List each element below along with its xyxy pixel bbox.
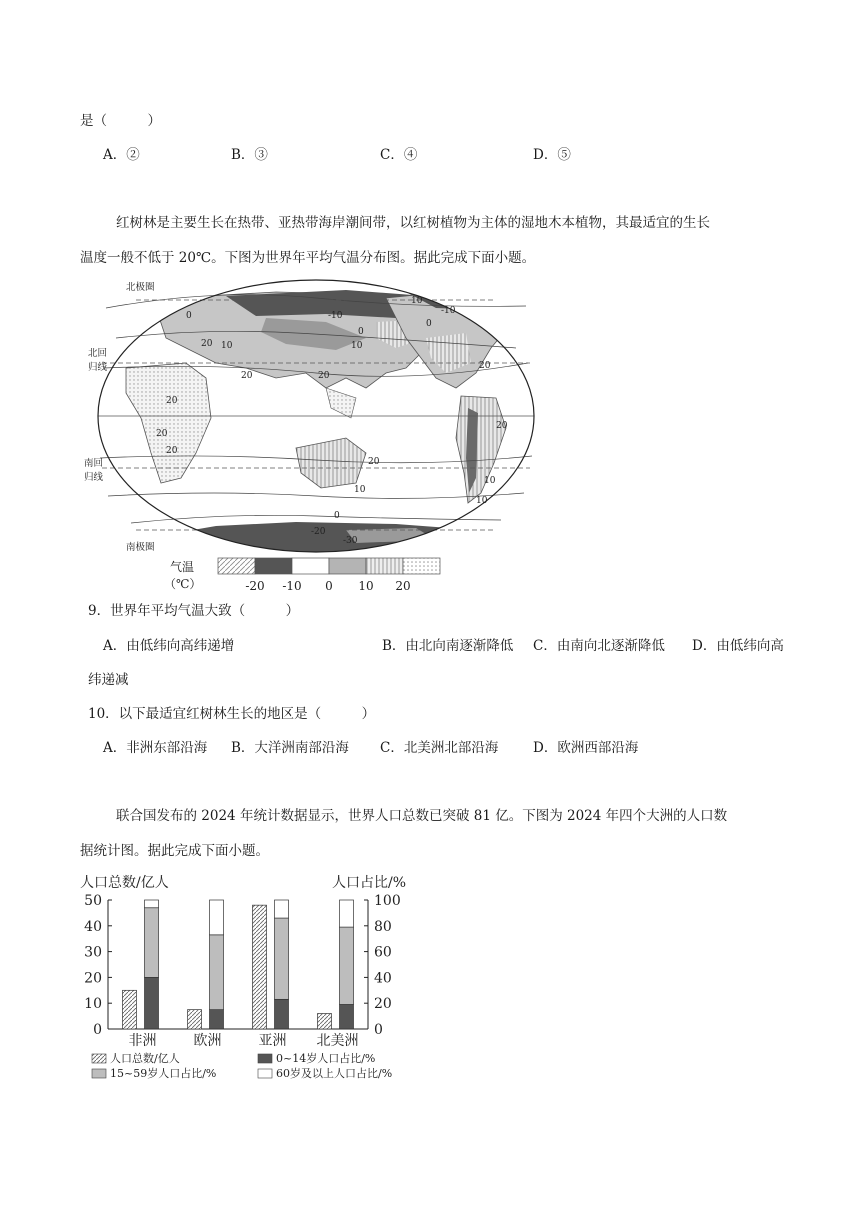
tropic-north-label-1: 北回 — [88, 348, 108, 359]
age-share-segment — [275, 918, 289, 999]
q9-stem: 9．世界年平均气温大致（ ） — [88, 603, 300, 619]
isotherm-label: 0 — [358, 327, 364, 337]
left-axis-title: 人口总数/亿人 — [80, 875, 169, 891]
legend-tick: 0 — [325, 579, 333, 593]
legend-swatch — [292, 558, 329, 574]
q8-stem-tail: 是（ ） — [80, 113, 161, 129]
population-intro-line2: 据统计图。据此完成下面小题。 — [80, 843, 269, 859]
right-tick-label: 60 — [374, 944, 392, 961]
isotherm-label: 20 — [156, 429, 168, 439]
q10-option-c[interactable]: C．北美洲北部沿海 — [380, 740, 499, 756]
isotherm-label: 20 — [318, 371, 330, 381]
population-total-bar — [253, 905, 267, 1029]
isotherm-label: 10 — [411, 296, 423, 306]
isotherm-label: 0 — [186, 311, 192, 321]
isotherm-label: 20 — [201, 339, 213, 349]
legend-swatch — [366, 558, 403, 574]
isotherm-label: 10 — [354, 485, 366, 495]
tropic-south-label-1: 南回 — [84, 458, 104, 469]
age-share-segment — [340, 1004, 354, 1029]
legend-tick: 20 — [395, 579, 411, 593]
q10-option-b[interactable]: B．大洋洲南部沿海 — [231, 740, 349, 756]
q8-option-c[interactable]: C．④ — [380, 147, 418, 163]
legend-tick: -20 — [245, 579, 265, 593]
q10-option-d[interactable]: D．欧洲西部沿海 — [533, 740, 639, 756]
q8-option-d[interactable]: D．⑤ — [533, 147, 571, 163]
isotherm-label: 20 — [166, 396, 178, 406]
world-temperature-map — [84, 278, 536, 553]
age-share-segment — [145, 908, 159, 978]
legend-age-15-59-swatch — [92, 1069, 106, 1078]
population-total-bar — [318, 1014, 332, 1029]
legend-title-line1: 气温 — [170, 560, 195, 574]
q9-option-a[interactable]: A．由低纬向高纬递增 — [103, 638, 235, 654]
category-label: 非洲 — [128, 1033, 157, 1049]
age-share-segment — [275, 900, 289, 918]
left-tick-label: 40 — [84, 918, 102, 935]
isotherm-label: 10 — [476, 496, 488, 506]
legend-swatch — [329, 558, 366, 574]
isotherm-label: 0 — [426, 319, 432, 329]
arctic-circle-label: 北极圈 — [126, 282, 155, 293]
q10-option-a[interactable]: A．非洲东部沿海 — [103, 740, 208, 756]
q8-option-a[interactable]: A．② — [103, 147, 140, 163]
isotherm-label: 20 — [368, 457, 380, 467]
age-share-segment — [210, 900, 224, 935]
isotherm-label: 0 — [334, 511, 340, 521]
isotherm-label: 20 — [479, 361, 491, 371]
legend-age-15-59-label: 15~59岁人口占比/% — [110, 1067, 217, 1080]
right-tick-label: 0 — [374, 1022, 383, 1038]
category-label: 欧洲 — [193, 1033, 222, 1049]
q9-option-d-cont: 纬递减 — [88, 672, 129, 688]
q9-option-c[interactable]: C．由南向北逐渐降低 — [533, 638, 665, 654]
isotherm-label: 20 — [241, 371, 253, 381]
legend-title-line2: （℃） — [164, 577, 202, 591]
q9-option-b[interactable]: B．由北向南逐渐降低 — [382, 638, 514, 654]
isotherm-label: -20 — [311, 527, 326, 537]
age-share-segment — [340, 900, 354, 927]
mangrove-intro-line2: 温度一般不低于 20℃。下图为世界年平均气温分布图。据此完成下面小题。 — [80, 250, 536, 266]
right-axis-title: 人口占比/% — [332, 875, 407, 891]
left-tick-label: 0 — [93, 1022, 102, 1038]
isotherm-label: 10 — [221, 341, 233, 351]
right-tick-label: 100 — [374, 893, 401, 909]
population-chart — [80, 872, 430, 1087]
q9-option-d[interactable]: D．由低纬向高 — [692, 638, 784, 654]
age-share-segment — [210, 1010, 224, 1029]
legend-tick: 10 — [358, 579, 374, 593]
age-share-segment — [145, 900, 159, 908]
tropic-south-label-2: 归线 — [84, 472, 104, 483]
category-label: 亚洲 — [258, 1033, 287, 1049]
population-intro-line1: 联合国发布的 2024 年统计数据显示，世界人口总数已突破 81 亿。下图为 2024 年四个大洲的人口数 — [116, 808, 728, 824]
legend-swatch — [255, 558, 292, 574]
left-tick-label: 50 — [84, 893, 102, 909]
mangrove-intro-line1: 红树林是主要生长在热带、亚热带海岸潮间带，以红树植物为主体的湿地木本植物，其最适宜的生长 — [116, 215, 710, 231]
legend-age-0-14-swatch — [258, 1054, 272, 1063]
age-share-segment — [275, 999, 289, 1029]
isotherm-label: 20 — [166, 446, 178, 456]
age-share-segment — [210, 935, 224, 1010]
legend-age-60-label: 60岁及以上人口占比/% — [276, 1067, 393, 1080]
isotherm-label: 20 — [496, 421, 508, 431]
antarctic-circle-label: 南极圈 — [126, 542, 155, 553]
left-tick-label: 20 — [84, 970, 102, 987]
legend-swatch — [218, 558, 255, 574]
right-tick-label: 40 — [374, 970, 392, 987]
isotherm-label: -30 — [343, 536, 358, 546]
population-total-bar — [188, 1010, 202, 1029]
tropic-north-label-2: 归线 — [88, 362, 108, 373]
legend-total-swatch — [92, 1054, 106, 1063]
temperature-legend — [164, 556, 460, 596]
isotherm-label: -10 — [328, 311, 343, 321]
isotherm-label: 10 — [484, 476, 496, 486]
age-share-segment — [145, 977, 159, 1029]
legend-age-60-swatch — [258, 1069, 272, 1078]
population-total-bar — [123, 990, 137, 1029]
category-label: 北美洲 — [316, 1033, 359, 1049]
left-tick-label: 10 — [84, 996, 102, 1013]
legend-tick: -10 — [282, 579, 302, 593]
isotherm-label: -10 — [441, 306, 456, 316]
legend-age-0-14-label: 0~14岁人口占比/% — [276, 1052, 376, 1065]
age-share-segment — [340, 927, 354, 1004]
q10-stem: 10．以下最适宜红树林生长的地区是（ ） — [88, 706, 376, 722]
right-tick-label: 20 — [374, 996, 392, 1013]
left-tick-label: 30 — [84, 944, 102, 961]
right-tick-label: 80 — [374, 918, 392, 935]
legend-total-label: 人口总数/亿人 — [110, 1052, 180, 1065]
isotherm-label: 10 — [351, 341, 363, 351]
legend-swatch — [403, 558, 440, 574]
q8-option-b[interactable]: B．③ — [231, 147, 268, 163]
